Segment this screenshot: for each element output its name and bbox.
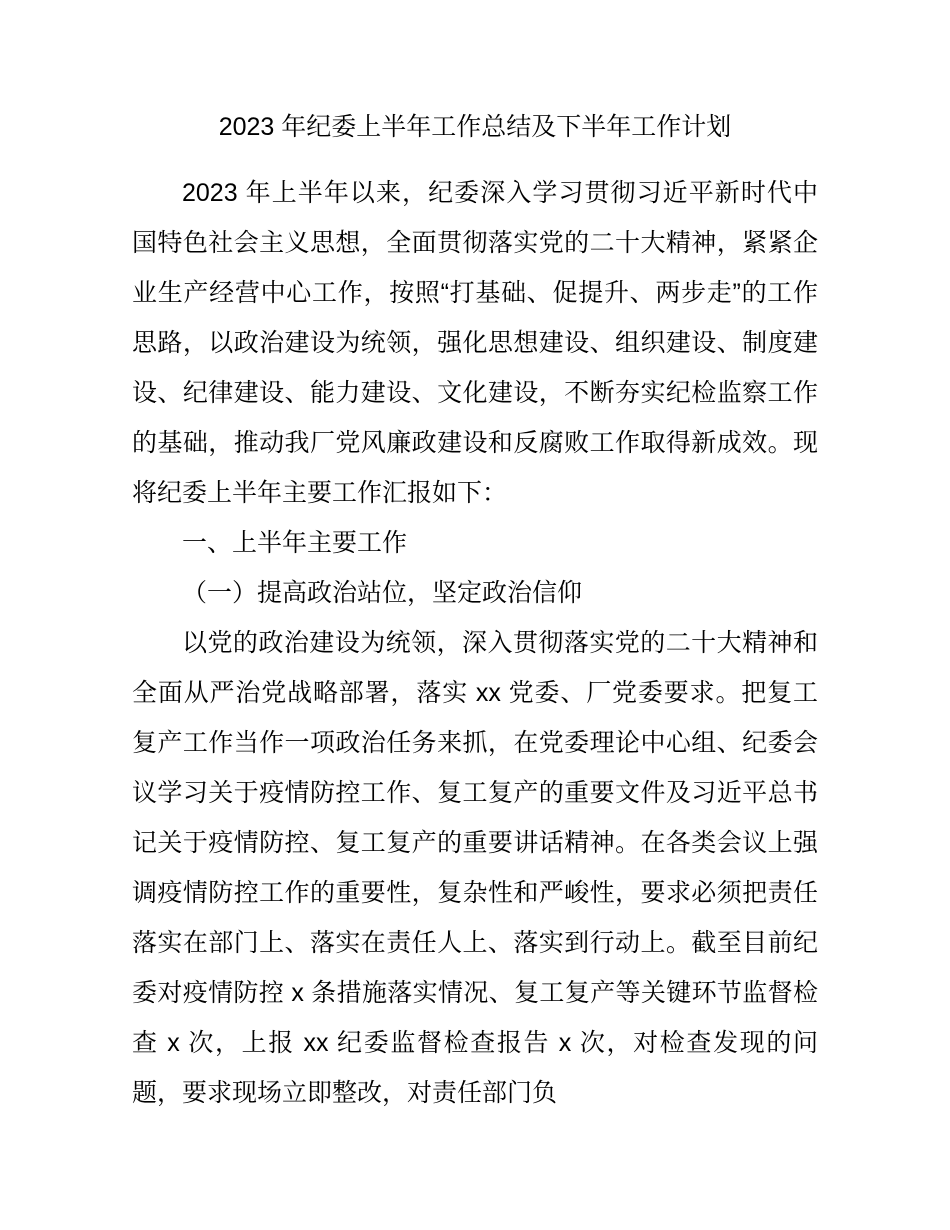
document-body — [132, 168, 818, 1118]
body-paragraph: 以党的政治建设为统领，深入贯彻落实党的二十大精神和全面从严治党战略部署，落实 xx 党委、厂党委要求。把复工复产工作当作一项政治任务来抓，在党委理论中心组、纪委会议学习关于疫情防控工作、复工复产的重要文件及习近平总书记关于疫情防控、复工复产的重要讲话精神。在各类会议上强调疫情防控工作的重要性，复杂性和严峻性，要求必须把责任落实在部门上、落实在责任人上、落实到行动上。截至目前纪委对疫情防控 x 条措施落实情况、复工复产等关键环节监督检查 x 次，上报 xx 纪委监督检查报告 x 次，对检查发现的问题，要求现场立即整改，对责任部门负 — [132, 629, 818, 1107]
document-title: 2023 年纪委上半年工作总结及下半年工作计划 — [218, 113, 732, 141]
body-paragraph: 2023 年上半年以来，纪委深入学习贯彻习近平新时代中国特色社会主义思想，全面贯彻落实党的二十大精神，紧紧企业生产经营中心工作，按照“打基础、促提升、两步走”的工作思路，以政治建设为统领，强化思想建设、组织建设、制度建设、纪律建设、能力建设、文化建设，不断夯实纪检监察工作的基础，推动我厂党风廉政建设和反腐败工作取得新成效。现将纪委上半年主要工作汇报如下： — [132, 179, 818, 507]
section-heading: （一）提高政治站位，坚定政治信仰 — [182, 579, 583, 607]
section-heading: 一、上半年主要工作 — [182, 529, 408, 557]
